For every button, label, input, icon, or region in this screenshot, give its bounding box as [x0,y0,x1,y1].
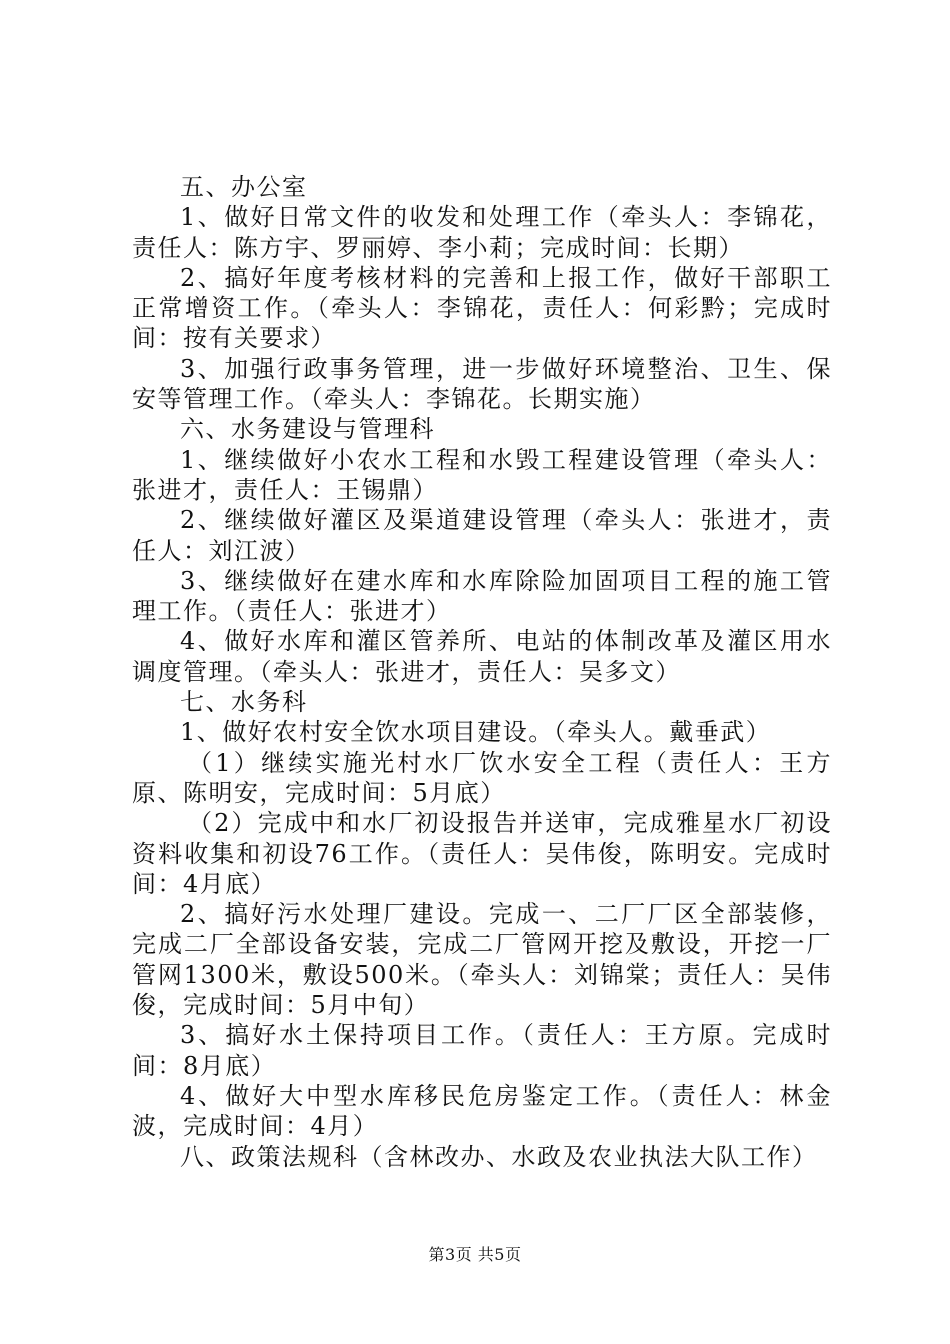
section-heading-policy: 八、政策法规科（含林改办、水政及农业执法大队工作） [180,1142,818,1171]
paragraph: 2、继续做好灌区及渠道建设管理（牵头人：张进才，责任人：刘江波） [132,506,832,565]
paragraph: 1、做好农村安全饮水项目建设。（牵头人。戴垂武） [180,718,772,747]
sub-paragraph: （2）完成中和水厂初设报告并送审，完成雅星水厂初设资料收集和初设76工作。（责任人：吴伟俊，陈明安。完成时间：4月底） [132,809,832,898]
paragraph: 1、继续做好小农水工程和水毁工程建设管理（牵头人：张进才，责任人：王锡鼎） [132,445,832,504]
section-heading-water-affairs: 七、水务科 [180,688,308,717]
sub-paragraph: （1）继续实施光村水厂饮水安全工程（责任人：王方原、陈明安，完成时间：5月底） [132,748,832,807]
paragraph: 4、做好水库和灌区管养所、电站的体制改革及灌区用水调度管理。（牵头人：张进才，责任人：吴多文） [132,627,832,686]
page-number-footer: 第3页 共5页 [428,1245,522,1264]
paragraph: 4、做好大中型水库移民危房鉴定工作。（责任人：林金波，完成时间：4月） [132,1081,832,1141]
paragraph: 1、做好日常文件的收发和处理工作（牵头人：李锦花，责任人：陈方宇、罗丽婷、李小莉；完成时间：长期） [132,203,832,262]
paragraph: 2、搞好年度考核材料的完善和上报工作，做好干部职工正常增资工作。（牵头人：李锦花，责任人：何彩黔；完成时间：按有关要求） [132,263,832,353]
paragraph: 2、搞好污水处理厂建设。完成一、二厂厂区全部装修，完成二厂全部设备安装，完成二厂管网开挖及敷设，开挖一厂管网1300米，敷设500米。（牵头人：刘锦棠；责任人：吴伟俊，完成时间：5月中旬） [132,900,832,1020]
document-body [132,172,832,1172]
paragraph: 3、加强行政事务管理，进一步做好环境整治、卫生、保安等管理工作。（牵头人：李锦花。长期实施） [132,354,832,414]
paragraph: 3、搞好水土保持项目工作。（责任人：王方原。完成时间：8月底） [132,1021,832,1080]
section-heading-water-construction: 六、水务建设与管理科 [180,415,435,444]
section-heading-office: 五、办公室 [180,173,308,201]
paragraph: 3、继续做好在建水库和水库除险加固项目工程的施工管理工作。（责任人：张进才） [132,566,832,626]
